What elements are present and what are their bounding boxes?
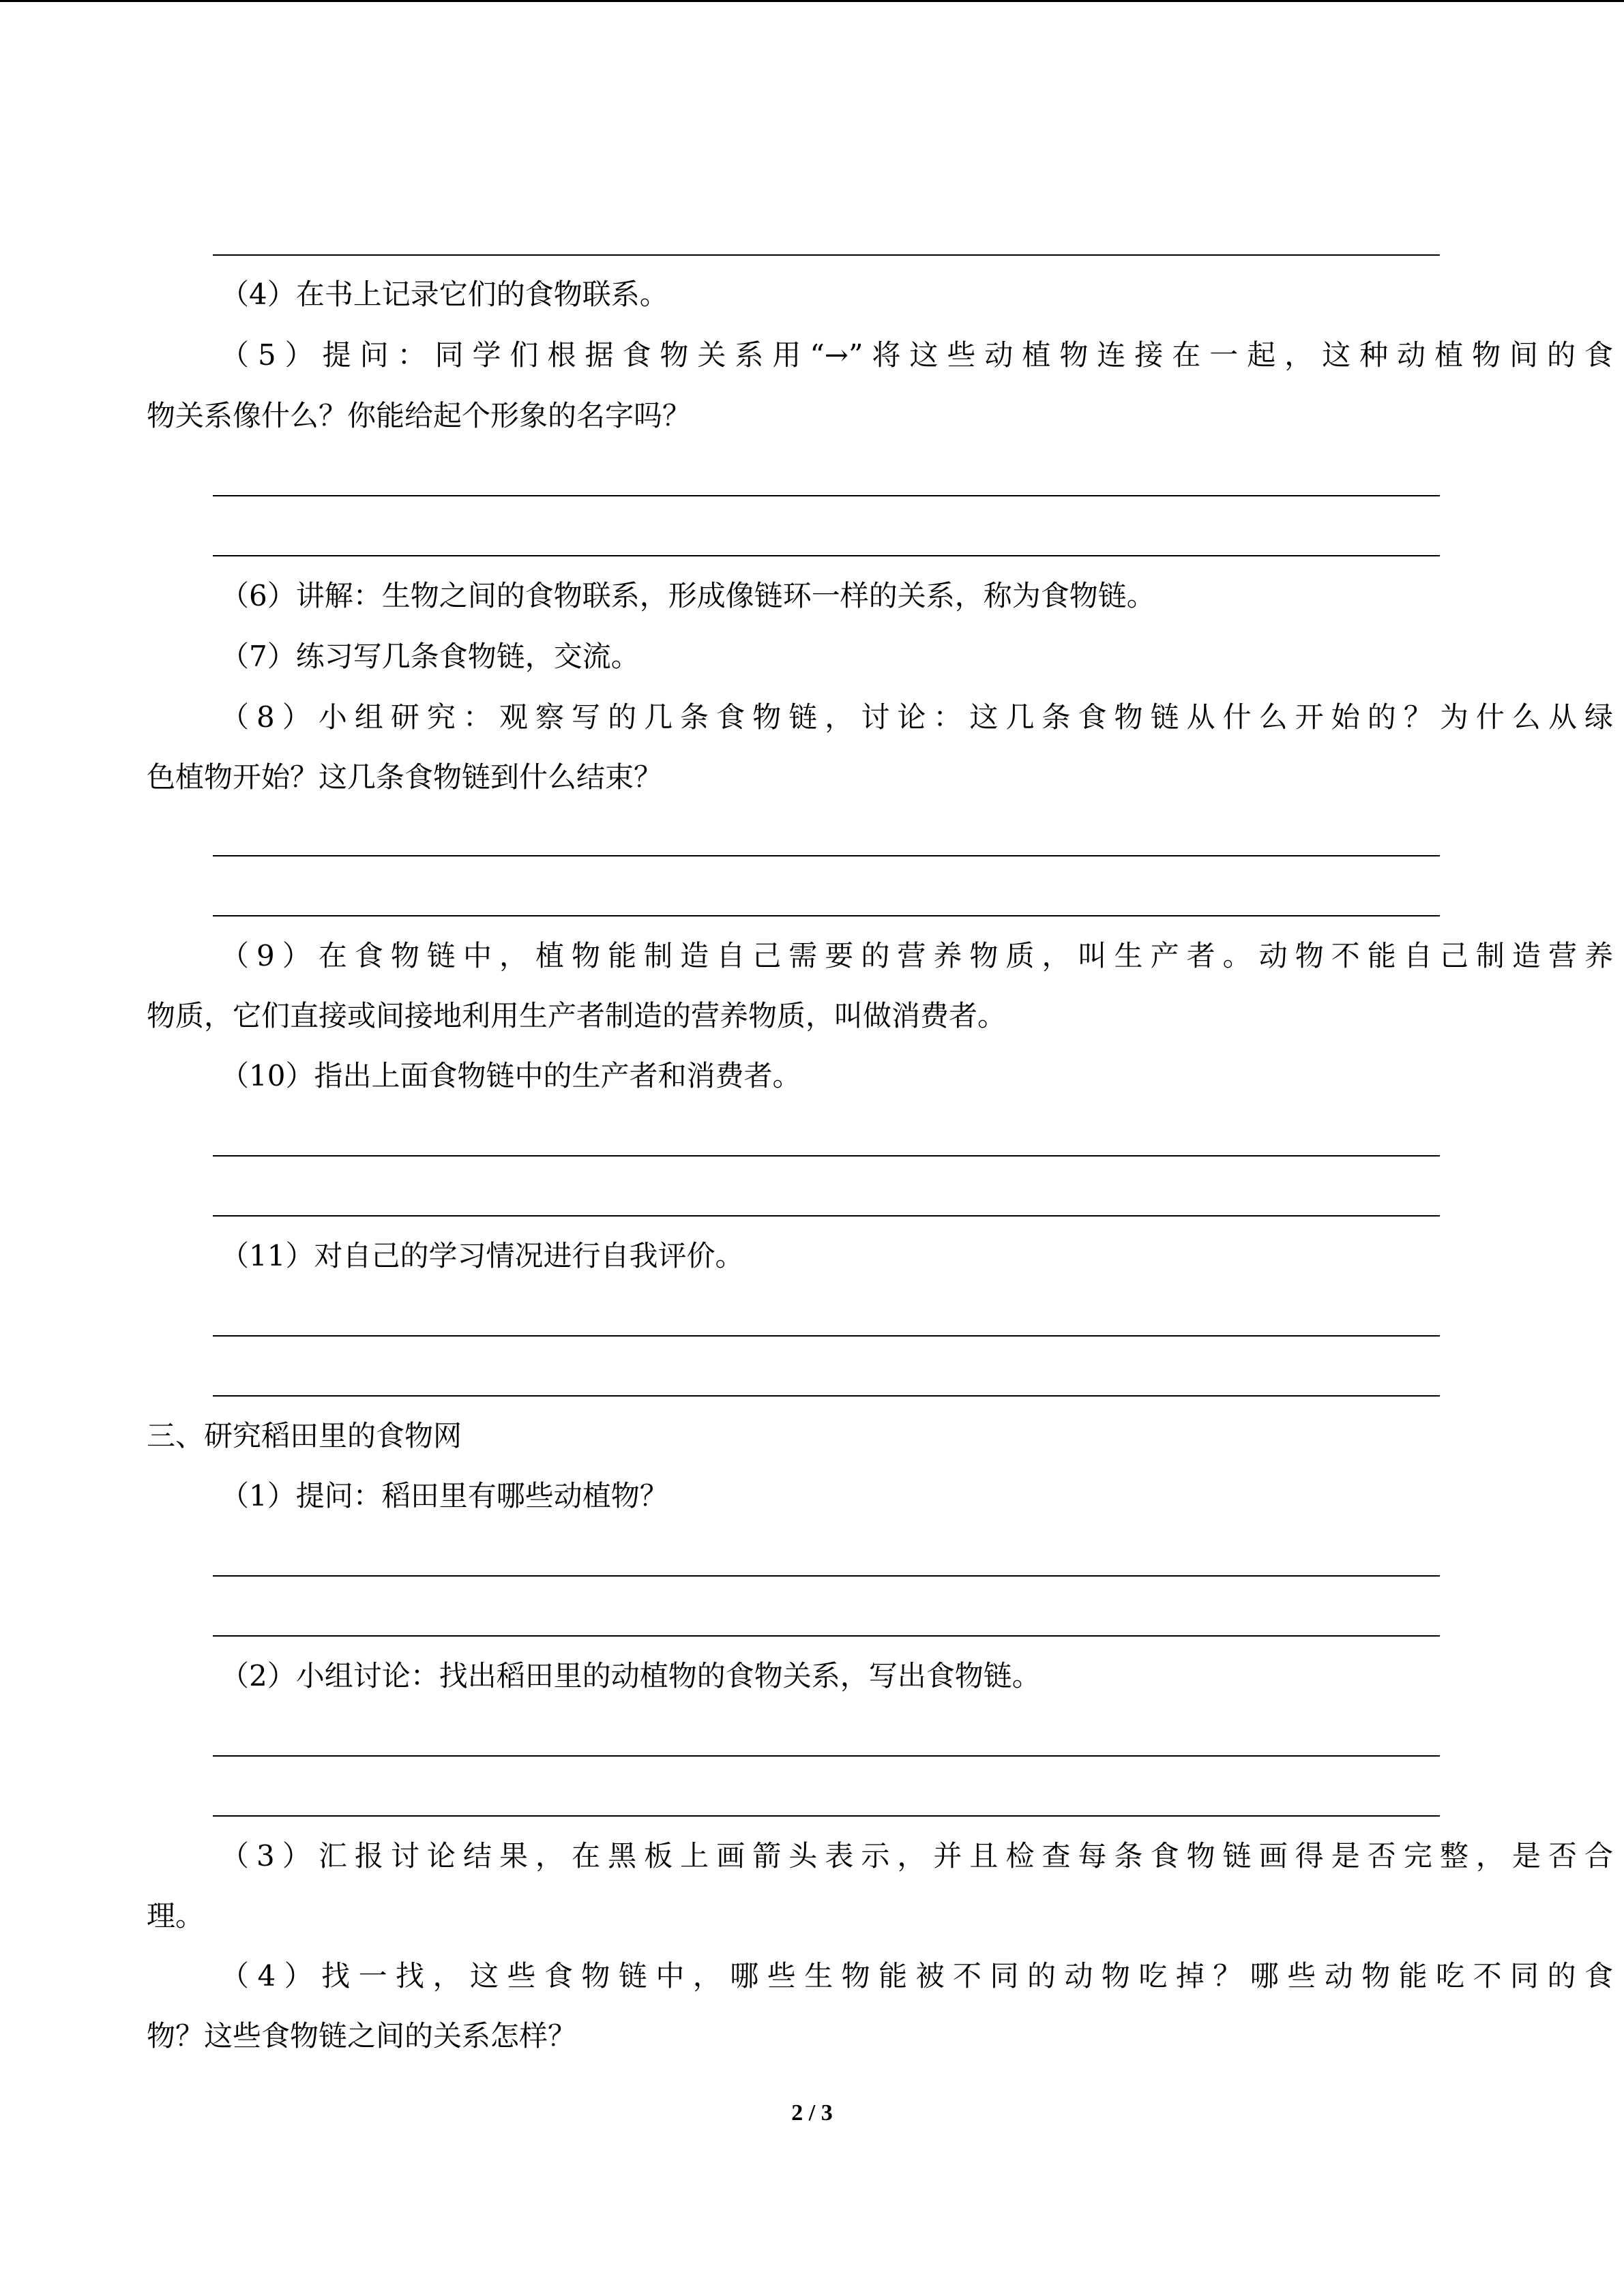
- text-line: （6）讲解：生物之间的食物联系，形成像链环一样的关系，称为食物链。: [220, 579, 1155, 612]
- answer-line: [213, 495, 1440, 496]
- answer-line: [213, 1635, 1440, 1637]
- answer-line: [213, 1575, 1440, 1577]
- answer-line: [213, 855, 1440, 856]
- answer-line: [213, 1755, 1440, 1757]
- text-line: 物质，它们直接或间接地利用生产者制造的营养物质，叫做消费者。: [147, 999, 1007, 1032]
- answer-line: [213, 254, 1440, 256]
- section-heading: 三、研究稻田里的食物网: [147, 1419, 462, 1452]
- text-line: （3）汇报讨论结果，在黑板上画箭头表示，并且检查每条食物链画得是否完整，是否合: [220, 1839, 1613, 1873]
- text-line: （4）在书上记录它们的食物联系。: [220, 278, 668, 311]
- text-line: （11）对自己的学习情况进行自我评价。: [220, 1239, 744, 1272]
- text-line: 色植物开始？这几条食物链到什么结束？: [147, 760, 663, 794]
- text-line: 物？这些食物链之间的关系怎样？: [147, 2019, 577, 2053]
- text-line: （9）在食物链中，植物能制造自己需要的营养物质，叫生产者。动物不能自己制造营养: [220, 939, 1613, 972]
- answer-line: [213, 915, 1440, 916]
- text-line: （4）找一找，这些食物链中，哪些生物能被不同的动物吃掉？哪些动物能吃不同的食: [220, 1959, 1613, 1993]
- page-number: 2 / 3: [791, 2100, 833, 2126]
- text-line: （1）提问：稻田里有哪些动植物？: [220, 1479, 668, 1512]
- text-line: 物关系像什么？你能给起个形象的名字吗？: [147, 399, 692, 432]
- text-line: （10）指出上面食物链中的生产者和消费者。: [220, 1059, 801, 1092]
- text-line: （2）小组讨论：找出稻田里的动植物的食物关系，写出食物链。: [220, 1659, 1041, 1693]
- answer-line: [213, 1335, 1440, 1337]
- page-top-border: [0, 0, 1624, 2]
- text-line: （5）提问：同学们根据食物关系用“→”将这些动植物连接在一起，这种动植物间的食: [220, 338, 1613, 372]
- text-line: 理。: [147, 1899, 205, 1933]
- answer-line: [213, 1215, 1440, 1217]
- answer-line: [213, 1155, 1440, 1157]
- text-line: （7）练习写几条食物链，交流。: [220, 640, 640, 673]
- answer-line: [213, 1395, 1440, 1397]
- answer-line: [213, 555, 1440, 556]
- answer-line: [213, 1815, 1440, 1817]
- text-line: （8）小组研究：观察写的几条食物链，讨论：这几条食物链从什么开始的？为什么从绿: [220, 700, 1613, 734]
